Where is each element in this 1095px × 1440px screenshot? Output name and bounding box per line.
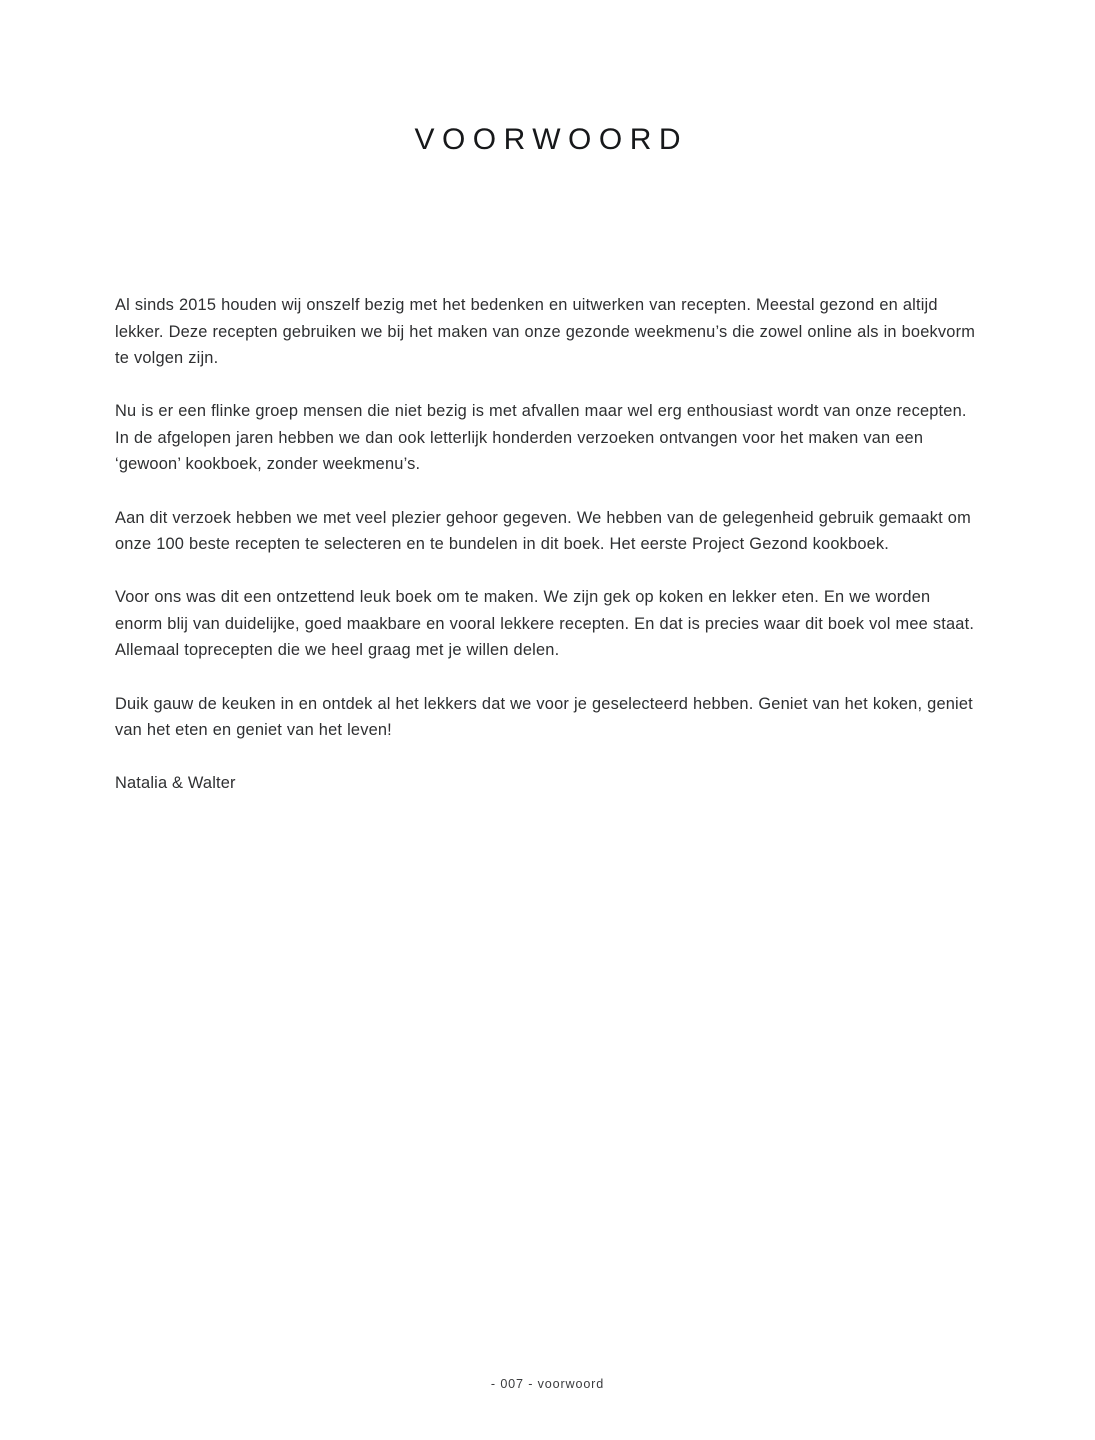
paragraph-2: Nu is er een flinke groep mensen die niet bezig is met afvallen maar wel erg enthousiast wordt van onze recepten. In de afgelopen jaren hebben we dan ook letterlijk honderden verzoeken ontvangen voor het maken van een ‘gewoon’ kookboek, zonder weekmenu’s. <box>115 402 967 474</box>
paragraph-3: Aan dit verzoek hebben we met veel plezier gehoor gegeven. We hebben van de gelegenheid gebruik gemaakt om onze 100 beste recepten te selecteren en te bundelen in dit boek. Het eerste Project Gezond kookboek. <box>115 508 971 554</box>
author-signature: Natalia & Walter <box>115 774 236 793</box>
paragraph-5: Duik gauw de keuken in en ontdek al het lekkers dat we voor je geselecteerd hebben. Geniet van het koken, geniet van het eten en geniet van het leven! <box>115 694 973 740</box>
page-title: VOORWOORD <box>414 123 689 157</box>
body-text-column <box>115 292 981 797</box>
paragraph-1: Al sinds 2015 houden wij onszelf bezig met het bedenken en uitwerken van recepten. Meestal gezond en altijd lekker. Deze recepten gebruiken we bij het maken van onze gezonde weekmenu’s die zowel online als in boekvorm te volgen zijn. <box>115 296 976 368</box>
page-footer: - 007 - voorwoord <box>490 1377 605 1391</box>
paragraph-4: Voor ons was dit een ontzettend leuk boek om te maken. We zijn gek op koken en lekker eten. En we worden enorm blij van duidelijke, goed maakbare en vooral lekkere recepten. En dat is precies waar dit boek vol mee staat. Allemaal toprecepten die we heel graag met je willen delen. <box>115 588 975 660</box>
